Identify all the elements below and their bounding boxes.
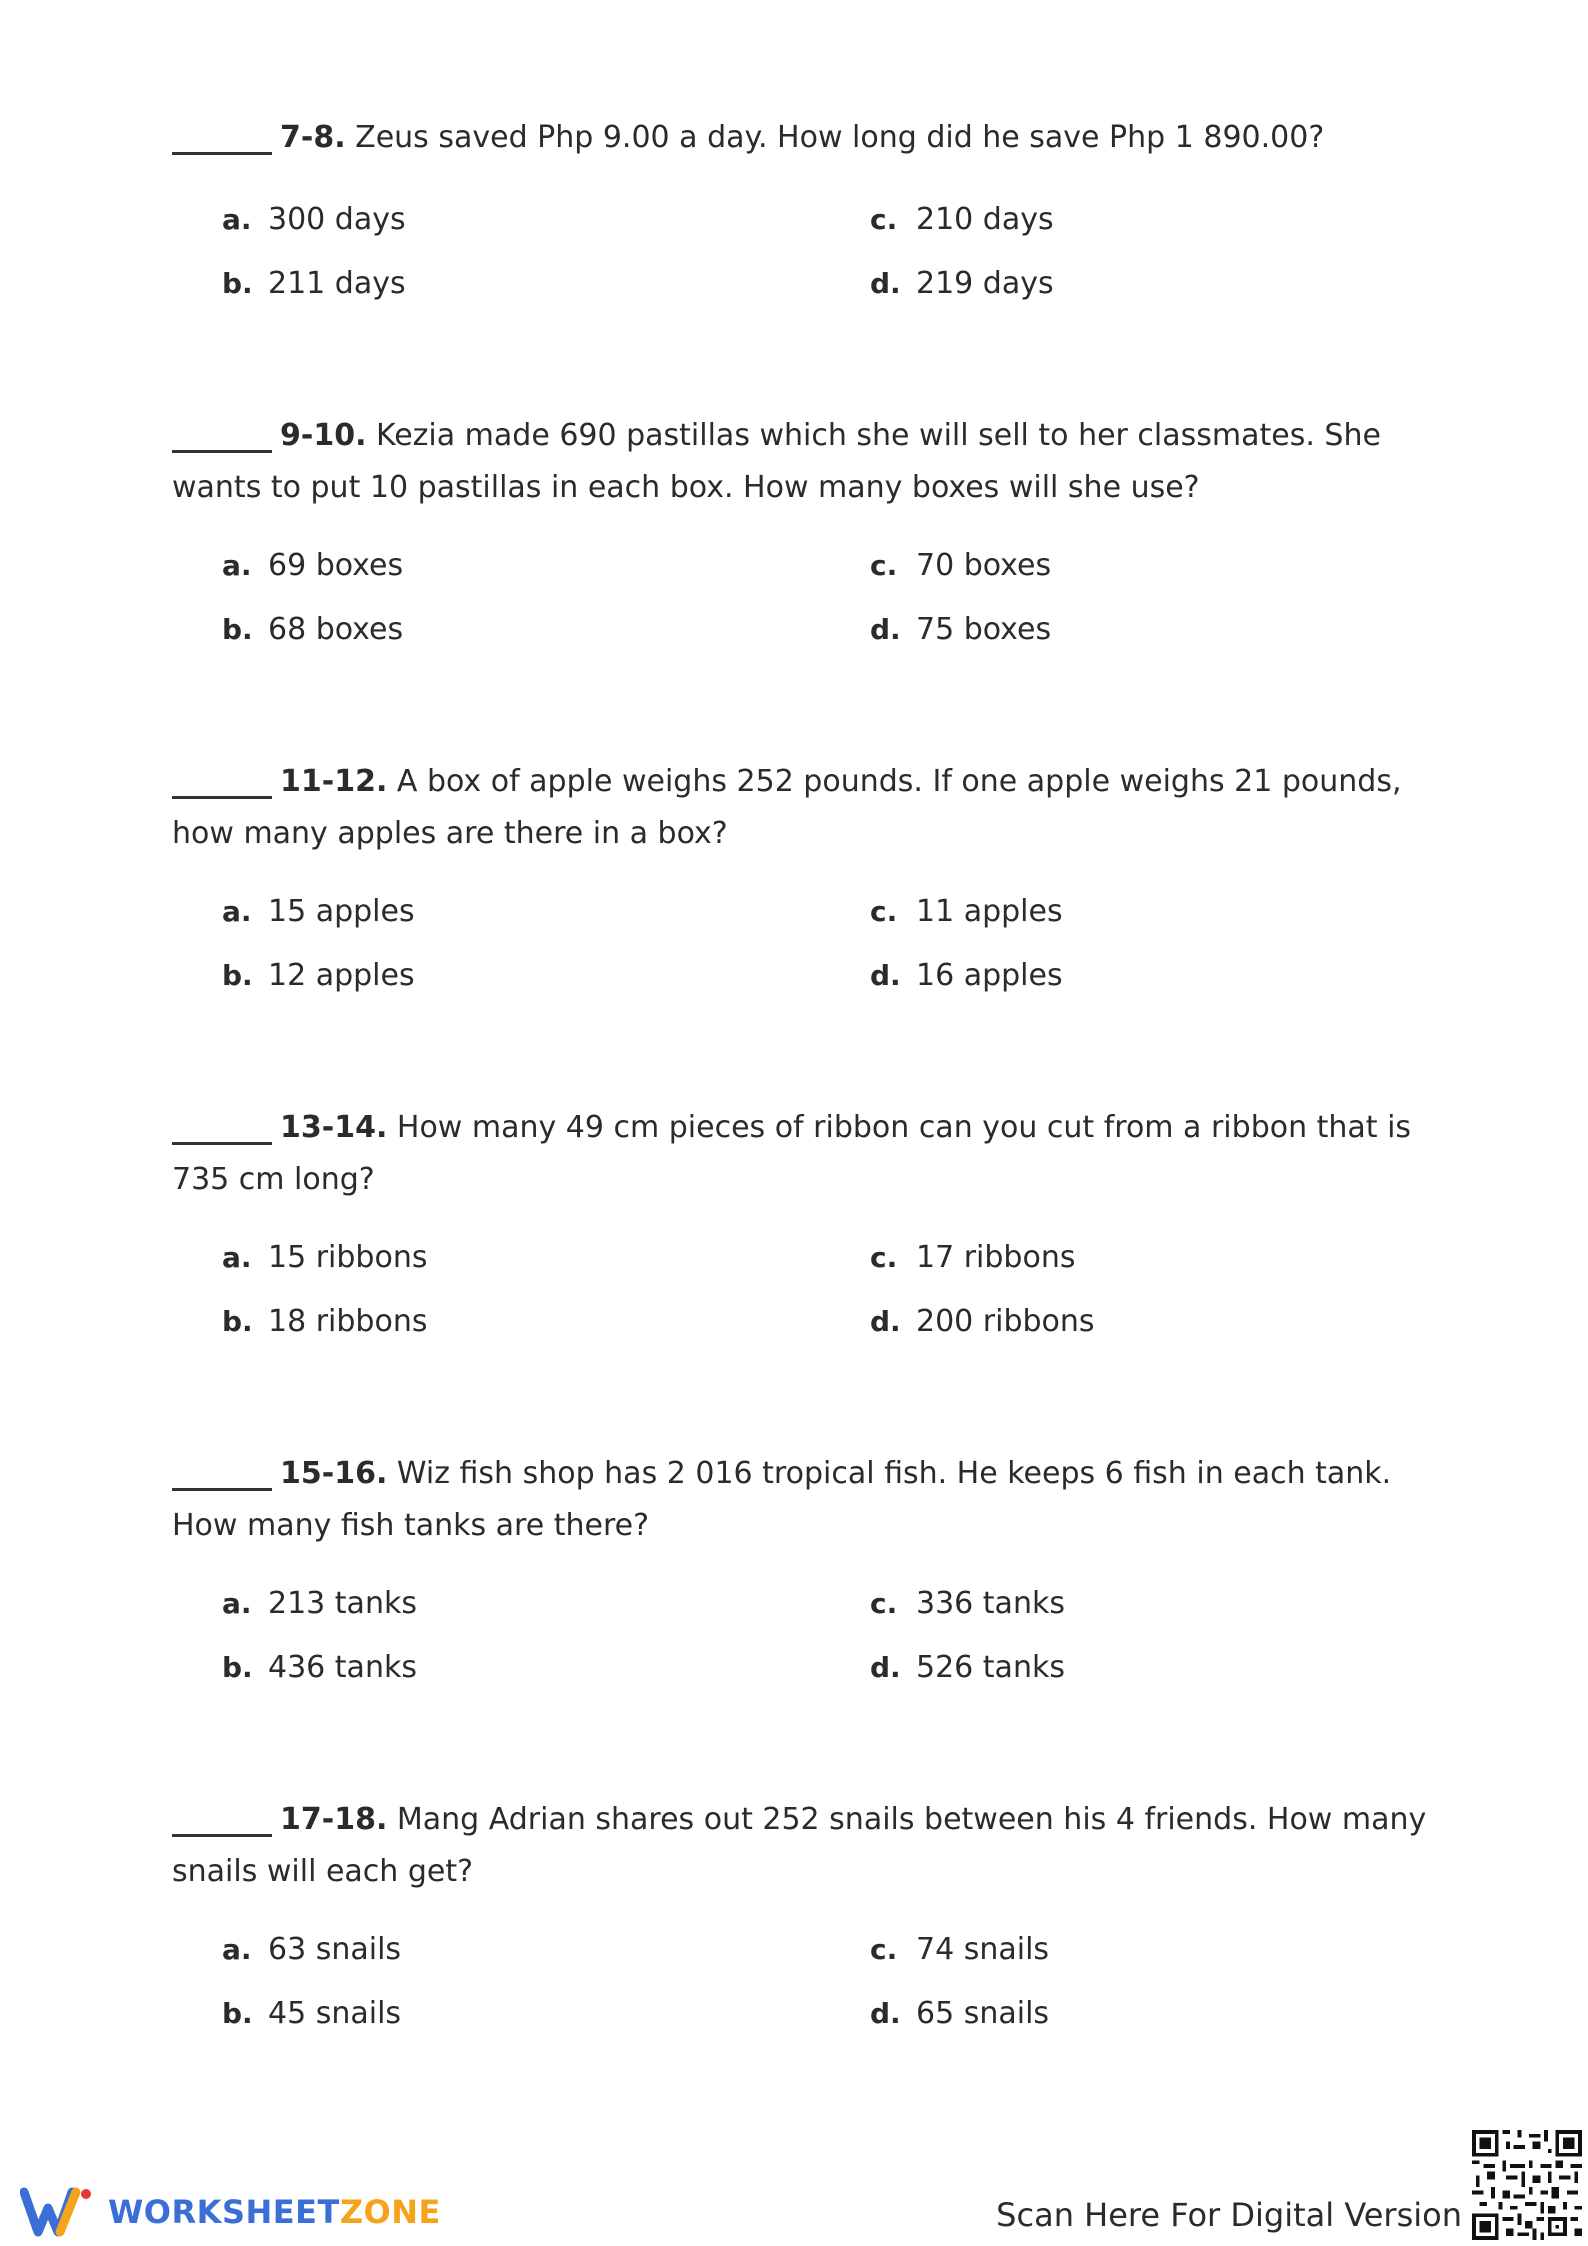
- question-stem: [172, 410, 1432, 514]
- answer-blank[interactable]: [172, 1834, 272, 1837]
- option-d[interactable]: d. 219 days: [870, 266, 1054, 301]
- question: [172, 1102, 1432, 1206]
- option-b[interactable]: b. 436 tanks: [222, 1650, 417, 1685]
- option-c[interactable]: c. 210 days: [870, 202, 1054, 237]
- question-number: 9-10.: [280, 418, 367, 453]
- question-number: 17-18.: [280, 1802, 388, 1837]
- option-c[interactable]: c. 70 boxes: [870, 548, 1052, 583]
- option-a[interactable]: a. 300 days: [222, 202, 406, 237]
- option-a[interactable]: a. 213 tanks: [222, 1586, 417, 1621]
- option-c[interactable]: c. 336 tanks: [870, 1586, 1065, 1621]
- worksheetzone-logo[interactable]: [20, 2186, 441, 2238]
- worksheetzone-w-icon: [20, 2186, 94, 2238]
- question-stem: [172, 756, 1432, 860]
- question: [172, 1448, 1432, 1552]
- question-number: 13-14.: [280, 1110, 388, 1145]
- option-a[interactable]: a. 63 snails: [222, 1932, 402, 1967]
- option-d[interactable]: d. 16 apples: [870, 958, 1063, 993]
- question-stem: [172, 1794, 1432, 1898]
- question-number: 11-12.: [280, 764, 388, 799]
- brand-name: WORKSHEETZONE: [108, 2193, 441, 2231]
- answer-blank[interactable]: [172, 1142, 272, 1145]
- option-b[interactable]: b. 211 days: [222, 266, 406, 301]
- answer-blank[interactable]: [172, 1488, 272, 1491]
- question-stem: [172, 112, 1432, 164]
- question: [172, 112, 1432, 164]
- option-d[interactable]: d. 65 snails: [870, 1996, 1050, 2031]
- question-number: 15-16.: [280, 1456, 388, 1491]
- answer-blank[interactable]: [172, 796, 272, 799]
- option-c[interactable]: c. 74 snails: [870, 1932, 1050, 1967]
- option-d[interactable]: d. 200 ribbons: [870, 1304, 1095, 1339]
- question-text: A box of apple weighs 252 pounds. If one apple weighs 21 pounds, how many apples are there in a box?: [172, 764, 1402, 851]
- question: [172, 410, 1432, 514]
- question-text: Kezia made 690 pastillas which she will sell to her classmates. She wants to put 10 pastillas in each box. How many boxes will she use?: [172, 418, 1381, 505]
- option-b[interactable]: b. 18 ribbons: [222, 1304, 428, 1339]
- option-a[interactable]: a. 15 apples: [222, 894, 415, 929]
- question: [172, 1794, 1432, 1898]
- answer-blank[interactable]: [172, 450, 272, 453]
- qr-code-icon[interactable]: [1472, 2130, 1582, 2240]
- option-b[interactable]: b. 68 boxes: [222, 612, 404, 647]
- scan-here-label: Scan Here For Digital Version: [996, 2196, 1462, 2234]
- option-b[interactable]: b. 45 snails: [222, 1996, 402, 2031]
- question-text: How many 49 cm pieces of ribbon can you cut from a ribbon that is 735 cm long?: [172, 1110, 1412, 1197]
- question-number: 7-8.: [280, 120, 346, 155]
- question-text: Mang Adrian shares out 252 snails between his 4 friends. How many snails will each get?: [172, 1802, 1427, 1889]
- answer-blank[interactable]: [172, 152, 272, 155]
- option-d[interactable]: d. 526 tanks: [870, 1650, 1065, 1685]
- option-c[interactable]: c. 11 apples: [870, 894, 1063, 929]
- question-text: Zeus saved Php 9.00 a day. How long did he save Php 1 890.00?: [355, 120, 1325, 155]
- option-c[interactable]: c. 17 ribbons: [870, 1240, 1076, 1275]
- option-a[interactable]: a. 69 boxes: [222, 548, 404, 583]
- option-b[interactable]: b. 12 apples: [222, 958, 415, 993]
- option-d[interactable]: d. 75 boxes: [870, 612, 1052, 647]
- option-a[interactable]: a. 15 ribbons: [222, 1240, 428, 1275]
- question: [172, 756, 1432, 860]
- question-stem: [172, 1448, 1432, 1552]
- question-text: Wiz fish shop has 2 016 tropical fish. He keeps 6 fish in each tank. How many fish tanks are there?: [172, 1456, 1392, 1543]
- question-stem: [172, 1102, 1432, 1206]
